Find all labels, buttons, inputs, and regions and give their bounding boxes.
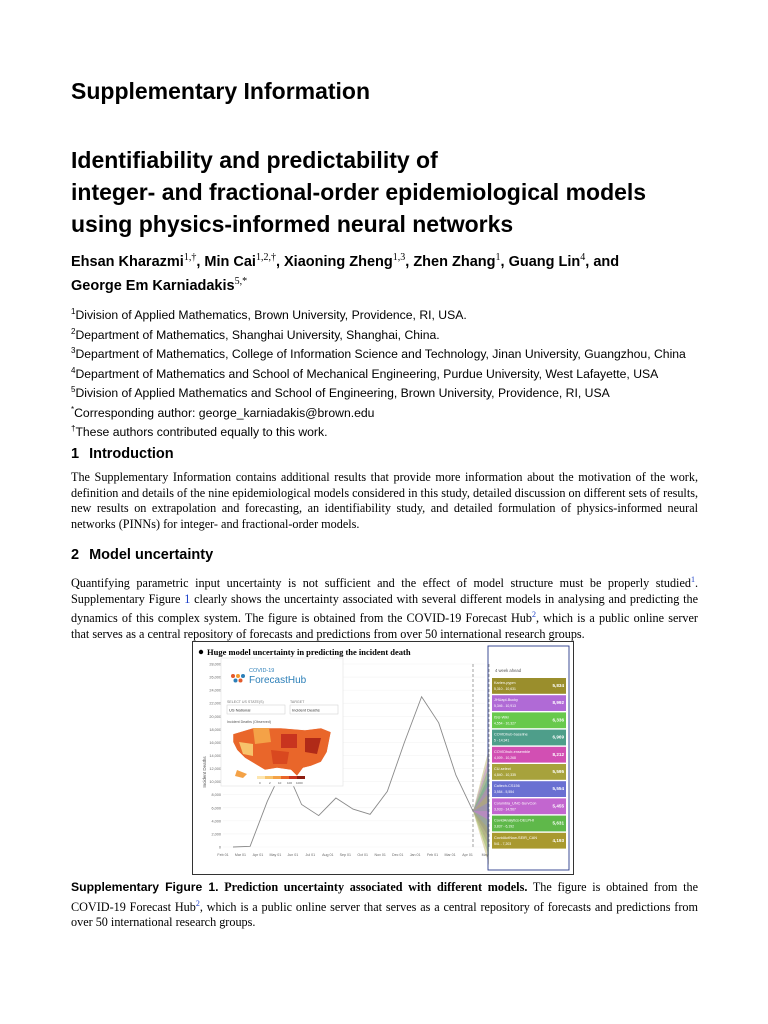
week-ahead-label: 4 week ahead — [495, 668, 522, 673]
model-value: 8,212 — [552, 751, 564, 757]
figure-caption: Supplementary Figure 1. Prediction uncertainty associated with different models. The figure is obtained from the COVID-19 Forecast Hub$^2$, which is a public online server that serves as a central repository of forecasts and predictions from over 50 international research groups. — [71, 880, 698, 930]
model-range: 5,346 - 10,913 — [494, 704, 516, 709]
section-heading-model-uncertainty: 2 Model uncertainty — [71, 547, 214, 563]
forecast-figure — [193, 642, 573, 874]
author-name: Xiaoning Zheng — [284, 253, 393, 270]
model-range: 3,837 - 6,192 — [494, 824, 514, 829]
x-tick-label: Sep 01 — [339, 853, 351, 857]
author-name: Zhen Zhang — [413, 253, 496, 270]
author-affil-sup: 5,* — [234, 275, 248, 287]
logo-name-text: ForecastHub — [249, 675, 307, 686]
y-tick-label: 0 — [218, 845, 221, 850]
model-range: 3,554 - 5,554 — [494, 790, 514, 795]
legend-swatch — [265, 776, 273, 779]
model-name: CU-select — [494, 767, 511, 771]
legend-swatch — [257, 776, 265, 779]
model-name: CovidAnalytics-DELPHI — [494, 818, 534, 823]
model-name: COVIDhub-baseline — [494, 732, 528, 737]
x-tick-label: Apr 01 — [462, 853, 473, 857]
author-name: Ehsan Kharazmi — [71, 253, 184, 270]
x-tick-label: Aug 01 — [322, 853, 334, 857]
y-tick-label: 2,000 — [211, 832, 221, 837]
affiliation: $^5$Division of Applied Mathematics and School of Engineering, Brown University, Providence, RI, USA — [71, 385, 610, 401]
affiliation: $^2$Department of Mathematics, Shanghai University, Shanghai, China. — [71, 326, 440, 342]
map-region — [281, 734, 297, 748]
y-tick-label: 14,000 — [209, 754, 221, 758]
model-name: JHUapl-Bucky — [494, 698, 519, 703]
y-tick-label: 28,000 — [209, 662, 221, 667]
x-tick-label: Mar 01 — [234, 853, 247, 857]
model-list — [492, 678, 566, 849]
citation-link[interactable]: 2 — [195, 898, 200, 908]
paper-title — [71, 144, 731, 240]
affiliation-list — [71, 304, 711, 441]
x-tick-label: Dec 01 — [391, 853, 404, 857]
model-value: 5,834 — [552, 683, 564, 688]
model-value: 5,631 — [552, 820, 564, 826]
author-affil-sup: 1,3 — [392, 252, 406, 263]
model-value: 4,193 — [552, 837, 564, 843]
model-value: 5,554 — [552, 786, 564, 792]
model-range: 5,310 - 10,631 — [494, 687, 516, 691]
legend-scale-label: 0 — [259, 781, 261, 785]
x-tick-label: Feb 01 — [426, 853, 439, 857]
supplementary-figure-1 — [192, 641, 574, 875]
citation-link[interactable]: 1 — [690, 575, 695, 584]
title-line: using physics-informed neural networks — [71, 211, 514, 237]
model-name: Caltech-CS156 — [494, 784, 520, 789]
supplementary-title: Supplementary Information — [71, 78, 371, 104]
model-range: 4,009 - 10,268 — [494, 755, 516, 760]
figure-reference-link[interactable]: 1 — [184, 591, 191, 606]
model-range: 4,840 - 10,335 — [494, 773, 516, 777]
model-value: 5,595 — [552, 769, 564, 774]
bullet-icon — [199, 650, 203, 654]
map-region — [271, 750, 289, 764]
y-tick-label: 20,000 — [209, 714, 221, 719]
y-ticks — [209, 663, 221, 850]
legend-swatch — [289, 776, 297, 779]
model-name: Karlen-pypm — [494, 681, 516, 685]
forecast-fan — [473, 748, 489, 865]
x-tick-label: Jan 01 — [409, 853, 421, 857]
y-tick-label: 4,000 — [211, 819, 221, 824]
model-name: Columbia_UNC-SurvCon — [494, 801, 537, 806]
y-tick-label: 12,000 — [209, 767, 221, 772]
model-range: 3,933 - 14,567 — [494, 807, 516, 812]
x-tick-label: Apr 01 — [252, 853, 264, 857]
author-affil-sup: 4 — [580, 252, 586, 263]
affiliation: †These authors contributed equally to this work. — [71, 424, 328, 440]
affiliation: $^4$Department of Mathematics and School of Mechanical Engineering, Purdue University, West Lafayette, USA — [71, 365, 659, 381]
map-label: Incident Deaths (Observed) — [227, 720, 271, 724]
model-name: COVIDhub-ensemble — [494, 749, 531, 754]
forecast-hub-inset — [221, 658, 343, 786]
y-tick-label: 10,000 — [209, 780, 221, 785]
legend-swatch — [273, 776, 281, 779]
model-value: 5,455 — [552, 803, 564, 809]
legend-scale-label: 1000 — [296, 781, 303, 785]
model-value: 6,336 — [552, 717, 564, 723]
state-select-value: US National — [229, 707, 251, 713]
y-tick-label: 16,000 — [209, 740, 221, 745]
author-name: George Em Karniadakis — [71, 277, 235, 294]
x-ticks — [217, 853, 488, 857]
author-affil-sup: 1 — [495, 252, 501, 263]
affiliation: $^3$Department of Mathematics, College of Information Science and Technology, Jinan University, Guangzhou, China — [71, 346, 686, 362]
model-name: ISU-Wiki — [494, 715, 509, 720]
x-tick-label: Feb 01 — [217, 853, 229, 857]
model-range: 541 - 7,203 — [494, 841, 512, 846]
model-name: CovidActNow-SEIR_CAN — [494, 835, 538, 840]
target-select-value: Incident Deaths — [292, 707, 320, 713]
map-region — [253, 728, 271, 744]
y-tick-label: 24,000 — [209, 688, 221, 693]
author-name: Min Cai — [204, 253, 256, 270]
y-tick-label: 8,000 — [211, 793, 221, 798]
y-tick-label: 22,000 — [209, 701, 221, 706]
model-range: 4,554 - 10,327 — [494, 721, 516, 726]
y-tick-label: 6,000 — [211, 806, 221, 811]
logo-top-text: COVID-19 — [249, 668, 275, 674]
affiliation: *Corresponding author: george_karniadakis@brown.edu — [71, 404, 375, 420]
legend-scale-label: 10 — [278, 781, 282, 785]
figure-header: Huge model uncertainty in predicting the incident death — [207, 647, 411, 657]
y-axis-label: Incident Deaths — [202, 756, 207, 788]
title-line: Identifiability and predictability of — [71, 147, 438, 173]
y-tick-label: 18,000 — [209, 727, 221, 732]
section-heading-introduction: 1 Introduction — [71, 446, 174, 462]
model-value: 6,969 — [552, 734, 564, 740]
x-tick-label: Nov 01 — [374, 853, 386, 857]
author-name: Guang Lin — [508, 253, 581, 270]
model-value: 8,992 — [552, 700, 564, 706]
author-affil-sup: 1,2,† — [255, 252, 276, 263]
legend-swatch — [281, 776, 289, 779]
legend-scale-label: 2 — [269, 781, 271, 785]
x-tick-label: May — [481, 853, 489, 857]
legend-swatch — [297, 776, 305, 779]
x-tick-label: May 01 — [269, 853, 282, 857]
affiliation: $^1$Division of Applied Mathematics, Brown University, Providence, RI, USA. — [71, 307, 467, 323]
citation-link[interactable]: 2 — [531, 610, 536, 620]
x-tick-label: Mar 01 — [444, 853, 456, 857]
legend-scale-label: 100 — [287, 781, 293, 785]
x-tick-label: Oct 01 — [357, 853, 369, 857]
x-tick-label: Jul 01 — [305, 853, 316, 857]
y-tick-label: 26,000 — [209, 675, 221, 680]
select-target-label: TARGET — [290, 700, 305, 704]
model-uncertainty-paragraph: Quantifying parametric input uncertainty is not sufficient and the effect of model structure must be properly studied$^1$. Supplementary Figure 1 clearly shows the uncertainty associated with several different models in analysing and predicting the dynamics of this complex system. The figure is obtained from the COVID-19 Forecast Hub$^2$, which is a public online server that serves as a central repository of forecasts and predictions from over 50 international research groups. — [71, 575, 699, 642]
x-tick-label: Jun 01 — [287, 853, 299, 857]
introduction-paragraph: The Supplementary Information contains additional results that provide more information about the motivation of the work, definition and details of the nine epidemiological models considered in this study, detailed discussion on different sets of results, new results on extrapolation and forecasting, an identifiability study, and detailed formulation of physics-informed neural networks (PINNs) for integer- and fractional-order models. — [71, 470, 698, 532]
model-range: 5 - 14,941 — [494, 738, 510, 743]
author-affil-sup: 1,† — [183, 252, 197, 263]
title-line: integer- and fractional-order epidemiological models — [71, 179, 647, 205]
select-state-label: SELECT US STATE(S) — [227, 700, 264, 704]
author-list: Ehsan Kharazmi$^{1,\dagger}$, Min Cai$^{1,2,\dagger}$, Xiaoning Zheng$^{1,3}$, Zhen Zhang$^1$, Guang Lin$^4$, and George Em Karniadakis$^{5,*}$ — [71, 252, 620, 294]
